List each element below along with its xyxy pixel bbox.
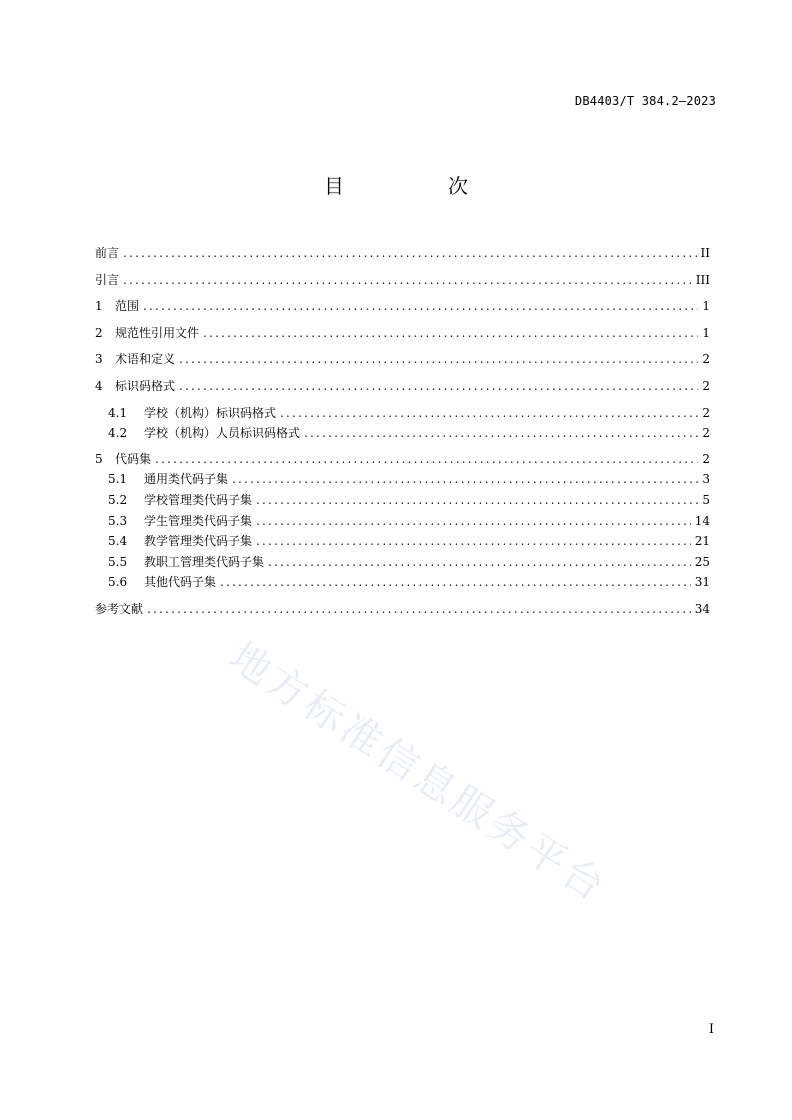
toc-page-number: II <box>700 246 710 260</box>
toc-entry-label: 5.1 通用类代码子集 <box>108 472 229 487</box>
toc-page-number: 3 <box>702 472 710 487</box>
toc-leader-dots <box>155 449 698 470</box>
toc-leader-dots <box>232 469 698 490</box>
toc-entry-terms-definitions[interactable] <box>95 349 710 370</box>
toc-entry-5-5[interactable] <box>95 552 710 573</box>
toc-leader-dots <box>280 403 698 424</box>
toc-entry-label: 3 术语和定义 <box>95 352 176 367</box>
toc-page-number: 2 <box>702 426 710 441</box>
toc-leader-dots <box>123 243 697 264</box>
watermark: 地方标准信息服务平台 <box>221 633 616 913</box>
toc-entry-label: 4.2 学校（机构）人员标识码格式 <box>108 426 301 441</box>
toc-entry-introduction[interactable] <box>95 270 710 291</box>
toc-leader-dots <box>220 572 691 593</box>
toc-leader-dots <box>123 270 692 291</box>
document-code: DB4403/T 384.2—2023 <box>574 94 716 108</box>
toc-page-number: 1 <box>702 299 710 314</box>
toc-leader-dots <box>147 599 691 620</box>
toc-entry-bibliography[interactable] <box>95 599 710 620</box>
toc-entry-identifier-format[interactable] <box>95 376 710 397</box>
toc-entry-4-1[interactable] <box>95 403 710 424</box>
toc-page-number: 31 <box>694 575 710 590</box>
toc-entry-label: 5 代码集 <box>95 451 152 466</box>
toc-entry-label: 5.5 教职工管理类代码子集 <box>108 554 265 569</box>
toc-leader-dots <box>256 490 698 511</box>
toc-leader-dots <box>256 531 691 552</box>
toc-page-number: 1 <box>702 325 710 340</box>
toc-leader-dots <box>179 376 698 397</box>
toc-page-number: 34 <box>694 601 710 616</box>
toc-page-number: 25 <box>694 554 710 569</box>
toc-entry-5-4[interactable] <box>95 531 710 552</box>
page-title: 目 次 <box>324 174 510 198</box>
toc-entry-foreword[interactable] <box>95 243 710 264</box>
toc-entry-4-2[interactable] <box>95 423 710 444</box>
toc-entry-5-2[interactable] <box>95 490 710 511</box>
toc-page-number: 2 <box>702 451 710 466</box>
toc-leader-dots <box>304 423 698 444</box>
toc-page-number: 14 <box>694 513 710 528</box>
toc-page-number: III <box>695 272 710 287</box>
toc-leader-dots <box>268 552 691 573</box>
toc-entry-label: 4.1 学校（机构）标识码格式 <box>108 405 277 420</box>
page-number: I <box>708 1022 714 1037</box>
toc-entry-label: 引言 <box>95 272 120 287</box>
toc-entry-label: 5.2 学校管理类代码子集 <box>108 492 253 507</box>
toc-page-number: 2 <box>702 405 710 420</box>
toc-page-number: 21 <box>694 534 710 549</box>
toc-leader-dots <box>203 323 698 344</box>
toc-entry-label: 前言 <box>95 246 120 260</box>
toc-entry-label: 参考文献 <box>95 601 144 616</box>
toc-entry-code-set[interactable] <box>95 449 710 470</box>
toc-entry-label: 2 规范性引用文件 <box>95 325 200 340</box>
toc-leader-dots <box>143 296 698 317</box>
toc-entry-label: 4 标识码格式 <box>95 378 176 393</box>
toc-entry-label: 5.4 教学管理类代码子集 <box>108 534 253 549</box>
toc-page-number: 2 <box>702 352 710 367</box>
toc-entry-normative-references[interactable] <box>95 323 710 344</box>
toc-entry-label: 1 范围 <box>95 299 140 314</box>
toc-entry-label: 5.3 学生管理类代码子集 <box>108 513 253 528</box>
toc-page-number: 2 <box>702 378 710 393</box>
toc-entry-5-1[interactable] <box>95 469 710 490</box>
toc-page-number: 5 <box>702 492 710 507</box>
table-of-contents <box>95 243 710 620</box>
toc-entry-label: 5.6 其他代码子集 <box>108 575 217 590</box>
toc-leader-dots <box>179 349 698 370</box>
toc-entry-scope[interactable] <box>95 296 710 317</box>
toc-leader-dots <box>256 511 691 532</box>
toc-entry-5-6[interactable] <box>95 572 710 593</box>
toc-entry-5-3[interactable] <box>95 511 710 532</box>
